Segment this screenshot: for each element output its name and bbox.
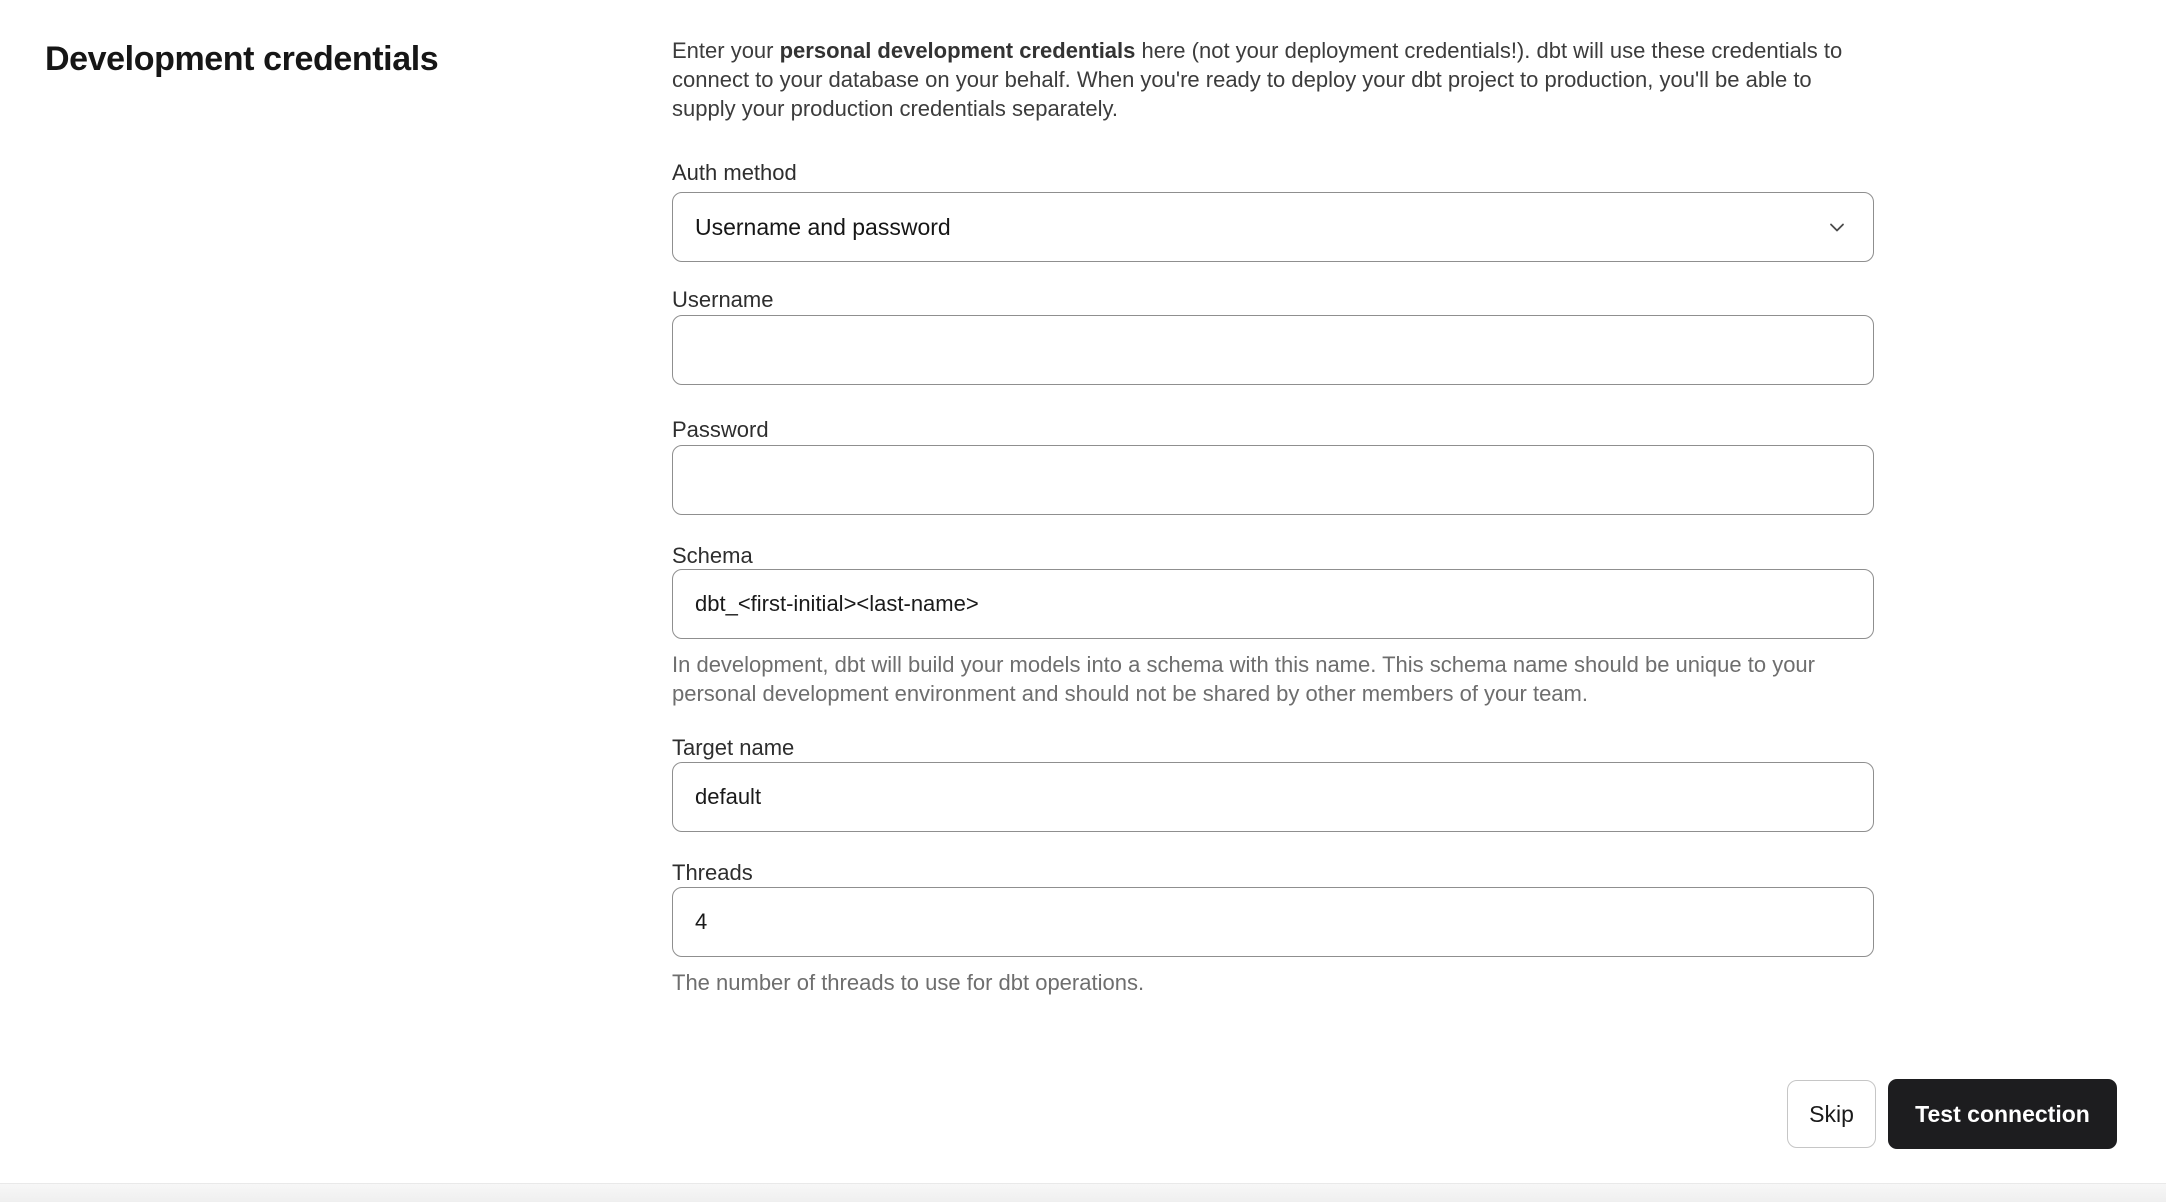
schema-input[interactable] — [672, 569, 1874, 639]
intro-prefix: Enter your — [672, 38, 780, 63]
chevron-down-icon — [1825, 215, 1849, 239]
intro-bold: personal development credentials — [779, 38, 1136, 63]
skip-button[interactable]: Skip — [1787, 1080, 1876, 1148]
development-credentials-form — [672, 0, 1874, 1202]
test-connection-button[interactable]: Test connection — [1888, 1079, 2117, 1149]
target-name-label: Target name — [672, 735, 795, 760]
page-title: Development credentials — [45, 40, 439, 78]
intro-text — [672, 36, 1857, 123]
threads-input[interactable] — [672, 887, 1874, 957]
schema-help-text: In development, dbt will build your models into a schema with this name. This schema name should be unique to your personal development environment and should not be shared by other members of your team. — [672, 652, 1815, 706]
schema-label: Schema — [672, 543, 753, 568]
intro-rest: here (not your deployment credentials!). dbt will use these credentials to connect to your database on your behalf. When you're ready to deploy your dbt project to production, you'll be able to supply your production credentials separately. — [672, 38, 1843, 121]
password-label: Password — [672, 417, 769, 442]
password-input[interactable] — [672, 445, 1874, 515]
auth-method-label: Auth method — [672, 160, 797, 185]
username-label: Username — [672, 287, 774, 312]
target-name-input[interactable] — [672, 762, 1874, 832]
username-input[interactable] — [672, 315, 1874, 385]
bottom-edge-band — [0, 1183, 2166, 1202]
threads-help-text: The number of threads to use for dbt operations. — [672, 970, 1145, 995]
auth-method-selected-value: Username and password — [695, 213, 951, 240]
auth-method-select[interactable] — [672, 192, 1874, 262]
threads-label: Threads — [672, 860, 753, 885]
